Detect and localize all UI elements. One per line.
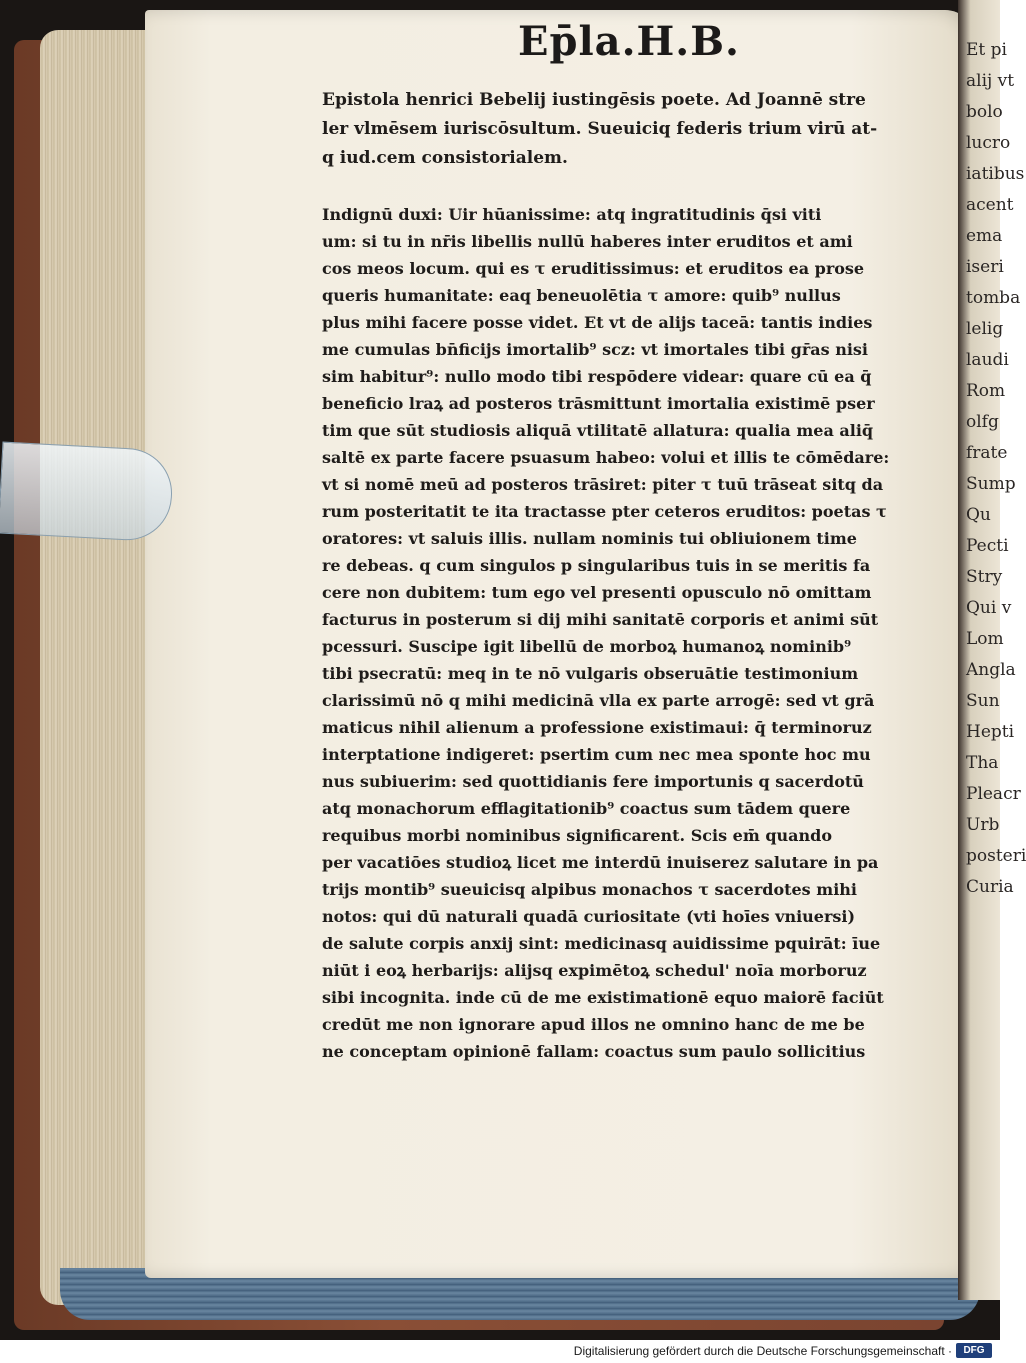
text-line: saltē ex parte facere psuasum habeo: volui et illis te cōmēdare: <box>322 448 890 467</box>
text-line: tim que sūt studiosis aliquā vtilitatē allatura: qualia mea aliq̄ <box>322 421 874 440</box>
facing-page-fragment: Hepti <box>966 722 1015 742</box>
text-line: cere non dubitem: tum ego vel presenti opusculo nō omittam <box>322 583 872 602</box>
running-head: Ep̄la.H.B. <box>518 18 740 65</box>
text-line: Indignū duxi: Uir hūanissime: atq ingratitudinis q̄si viti <box>322 205 822 224</box>
text-line: nus subiuerim: sed quottidianis fere importunis q sacerdotū <box>322 772 864 791</box>
facing-page-fragment: Qui v <box>966 598 1012 618</box>
facing-page-fragment: alij vt <box>966 71 1015 91</box>
text-line: re debeas. q cum singulos p singularibus tuis in se meritis fa <box>322 556 871 575</box>
letter-body <box>322 201 937 1065</box>
text-line: me cumulas bn̄ficijs imortalib⁹ scz: vt imortales tibi gr̄as nisi <box>322 340 869 359</box>
text-line: pcessuri. Suscipe igit libellū de morboꝝ humanoꝝ nominib⁹ <box>322 637 852 656</box>
text-line: niūt i eoꝝ herbarijs: alijsq expimētoꝝ schedul' noīa morboruz <box>322 961 867 980</box>
facing-page-fragment: Pleacr <box>966 784 1021 804</box>
facing-page-fragment: Sump <box>966 474 1016 494</box>
facing-page-fragment: Angla <box>966 660 1016 680</box>
text-line: atq monachorum efflagitationib⁹ coactus sum tādem quere <box>322 799 851 818</box>
facing-page-fragment: Lom <box>966 629 1004 649</box>
facing-page-fragment: olfg <box>966 412 999 432</box>
facing-page-fragment: Sun <box>966 691 1000 711</box>
footer-bar <box>0 1340 1000 1363</box>
facing-page-fragment: acent <box>966 195 1014 215</box>
text-line: credūt me non ignorare apud illos ne omnino hanc de me be <box>322 1015 865 1034</box>
text-line: oratores: vt saluis illis. nullam nominis tui obliuionem time <box>322 529 857 548</box>
facing-page-fragment: Et pi <box>966 40 1007 60</box>
text-line: ne conceptam opinionē fallam: coactus sum paulo sollicitius <box>322 1042 866 1061</box>
text-line: rum posteritatit te ita tractasse pter ceteros eruditos: poetas τ <box>322 502 887 521</box>
facing-page-fragment: lucro <box>966 133 1011 153</box>
facing-page-fragment: lelig <box>966 319 1004 339</box>
facing-page-fragment: Qu <box>966 505 991 525</box>
text-line: clarissimū nō q mihi medicinā vlla ex parte arrogē: sed vt grā <box>322 691 875 710</box>
text-line: requibus morbi nominibus significarent. Scis em̄ quando <box>322 826 833 845</box>
text-line: notos: qui dū naturali quadā curiositate (vti hoīes vniuersi) <box>322 907 856 926</box>
text-line: q iud.cem consistorialem. <box>322 148 568 168</box>
facing-page-fragment: Pecti <box>966 536 1009 556</box>
text-line: per vacatiōes studioꝝ licet me interdū inuiserez salutare in pa <box>322 853 879 872</box>
letter-heading <box>322 86 937 173</box>
facing-page-fragment: frate <box>966 443 1008 463</box>
facing-page-fragment: Urb <box>966 815 1000 835</box>
text-line: sibi incognita. inde cū de me existimationē equo maiorē faciūt <box>322 988 884 1007</box>
letter-text <box>322 86 937 1065</box>
text-line: vt si nomē meū ad posteros trāsiret: piter τ tuū trāseat sitq da <box>322 475 884 494</box>
text-line: cos meos locum. qui es τ eruditissimus: et eruditos ea prose <box>322 259 865 278</box>
text-line: ler vlmēsem iuriscōsultum. Sueuiciq federis trium virū at- <box>322 119 878 139</box>
text-line: plus mihi facere posse videt. Et vt de alijs taceā: tantis indies <box>322 313 873 332</box>
text-line: de salute corpis anxij sint: medicinasq auidissime pquirāt: īue <box>322 934 881 953</box>
facing-page-fragment: ema <box>966 226 1003 246</box>
facing-page-fragment: Stry <box>966 567 1003 587</box>
page-edges <box>40 30 158 1305</box>
facing-page-edge <box>958 0 1026 1300</box>
text-line: sim habitur⁹: nullo modo tibi respōdere videar: quare cū ea q̄ <box>322 367 872 386</box>
page-holder-clip <box>0 442 174 543</box>
text-line: trijs montib⁹ sueuicisq alpibus monachos τ sacerdotes mihi <box>322 880 857 899</box>
funding-credit: Digitalisierung gefördert durch die Deutsche Forschungsgemeinschaft · <box>573 1344 952 1358</box>
facing-page-fragment: Curia <box>966 877 1014 897</box>
facing-page-fragment: bolo <box>966 102 1003 122</box>
text-line: tibi psecratū: meq in te nō vulgaris obseruātie testimonium <box>322 664 859 683</box>
text-line: facturus in posterum si dij mihi sanitatē corporis et animi sūt <box>322 610 879 629</box>
dfg-logo: DFG <box>956 1343 992 1358</box>
text-line: queris humanitate: eaq beneuolētia τ amore: quib⁹ nullus <box>322 286 841 305</box>
text-line: interptatione indigeret: psertim cum nec mea sponte hoc mu <box>322 745 871 764</box>
facing-page-fragment: laudi <box>966 350 1009 370</box>
facing-page-fragment: tomba <box>966 288 1021 308</box>
facing-page-fragment: iseri <box>966 257 1004 277</box>
text-line: maticus nihil alienum a professione existimaui: q̄ terminoruz <box>322 718 872 737</box>
text-line: Epistola henrici Bebelij iustingēsis poete. Ad Joannē stre <box>322 90 866 110</box>
facing-page-fragment: posteri <box>966 846 1026 866</box>
facing-page-fragment: Rom <box>966 381 1006 401</box>
text-line: um: si tu in nr̄is libellis nullū haberes inter eruditos et ami <box>322 232 853 251</box>
facing-page-fragment: iatibus <box>966 164 1025 184</box>
text-line: beneficio lraꝝ ad posteros trāsmittunt imortalia existimē pser <box>322 394 875 413</box>
facing-page-fragment: Tha <box>966 753 999 773</box>
